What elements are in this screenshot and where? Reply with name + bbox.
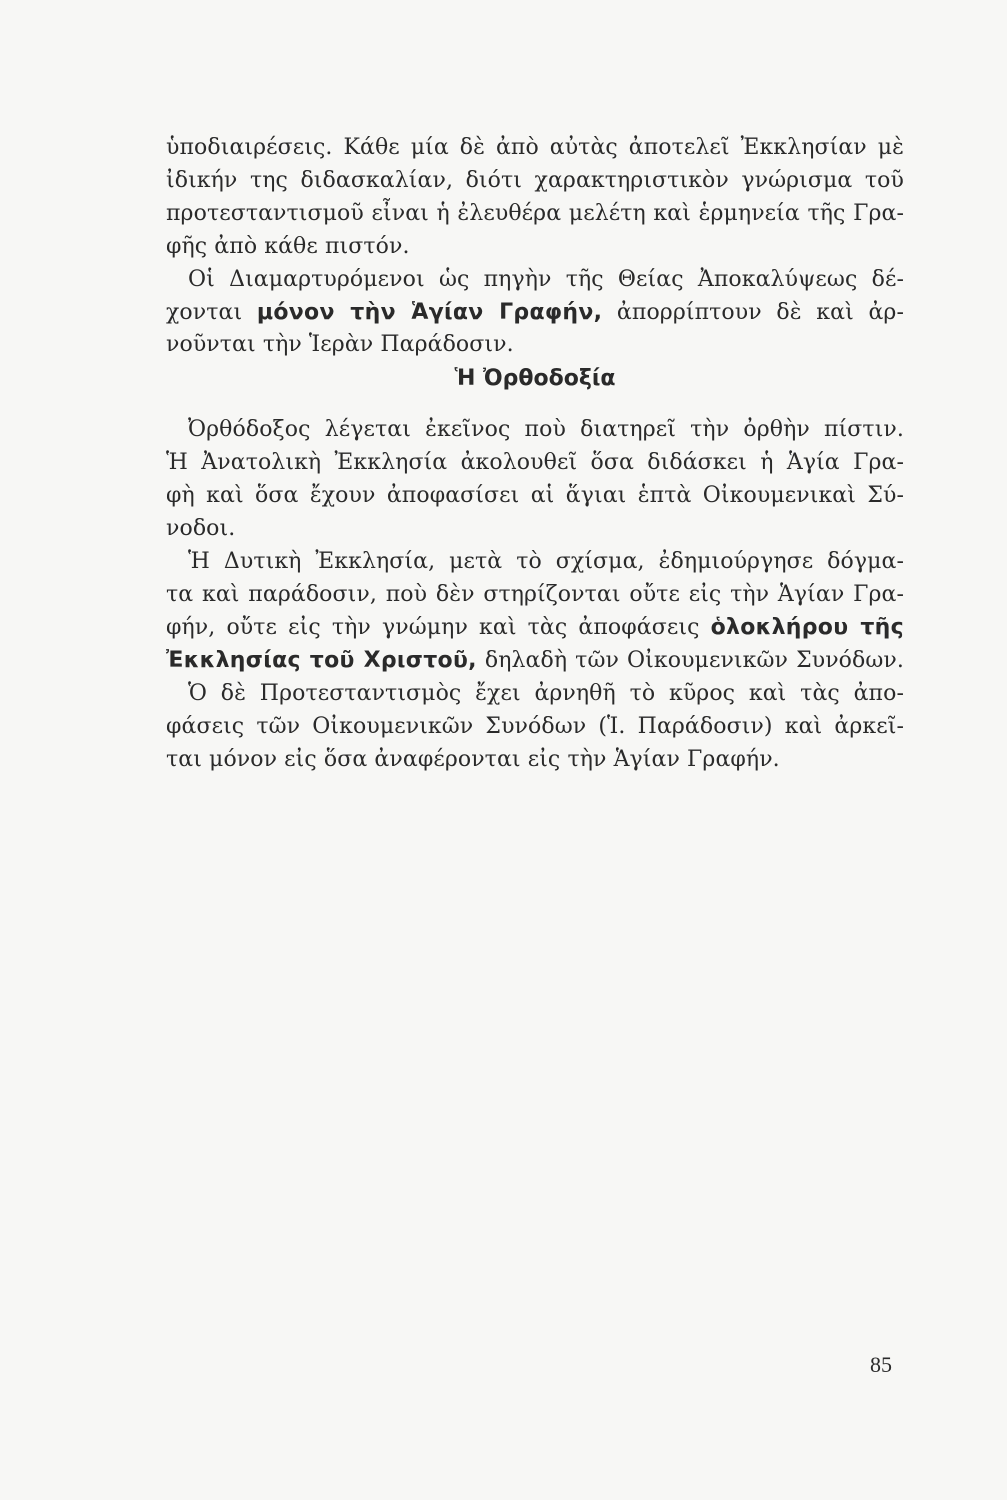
text-line: Ἡ Ἀνατολικὴ Ἐκκλησία ἀκολουθεῖ ὅσα διδάσκει ἡ Ἁγία Γρα- — [166, 450, 904, 475]
text-run: χονται — [166, 300, 257, 325]
text-line: Ὁ δὲ Προτεσταντισμὸς ἔχει ἀρνηθῆ τὸ κῦρος καὶ τὰς ἀπο- — [188, 681, 904, 706]
text-line: Ὀρθόδοξος λέγεται ἐκεῖνος ποὺ διατηρεῖ τὴν ὀρθὴν πίστιν. — [188, 417, 904, 442]
text-line: ὑποδιαιρέσεις. Κάθε μία δὲ ἀπὸ αὐτὰς ἀποτελεῖ Ἐκκλησίαν μὲ — [166, 135, 904, 160]
text-line: Ἡ Δυτικὴ Ἐκκλησία, μετὰ τὸ σχίσμα, ἐδημιούργησε δόγμα- — [188, 549, 904, 574]
text-line — [166, 613, 904, 643]
bold-emphasis: Ἐκκλησίας τοῦ Χριστοῦ, — [166, 648, 477, 673]
text-line: τα καὶ παράδοσιν, ποὺ δὲν στηρίζονται οὔτε εἰς τὴν Ἁγίαν Γρα- — [166, 582, 904, 607]
text-run: φήν, οὔτε εἰς τὴν γνώμην καὶ τὰς ἀποφάσεις — [166, 615, 711, 640]
text-line — [166, 298, 904, 328]
text-line: νοδοι. — [166, 516, 236, 541]
text-line: νοῦνται τὴν Ἱερὰν Παράδοσιν. — [166, 332, 514, 357]
text-line: φὴ καὶ ὅσα ἔχουν ἀποφασίσει αἱ ἅγιαι ἑπτὰ Οἰκουμενικαὶ Σύ- — [166, 483, 904, 508]
text-line: Οἱ Διαμαρτυρόμενοι ὡς πηγὴν τῆς Θείας Ἀποκαλύψεως δέ- — [188, 267, 904, 292]
text-line: ἰδικήν της διδασκαλίαν, διότι χαρακτηριστικὸν γνώρισμα τοῦ — [166, 168, 904, 193]
section-heading: Ἡ Ὀρθοδοξία — [454, 366, 616, 391]
text-line: ται μόνον εἰς ὅσα ἀναφέρονται εἰς τὴν Ἁγίαν Γραφήν. — [166, 747, 780, 772]
text-line: φάσεις τῶν Οἰκουμενικῶν Συνόδων (Ἱ. Παράδοσιν) καὶ ἀρκεῖ- — [166, 714, 904, 739]
text-run: ἀπορρίπτουν δὲ καὶ ἀρ- — [602, 300, 904, 325]
text-line: φῆς ἀπὸ κάθε πιστόν. — [166, 234, 410, 259]
page-number: 85 — [870, 1352, 892, 1377]
text-run: δηλαδὴ τῶν Οἰκουμενικῶν Συνόδων. — [476, 648, 904, 673]
bold-emphasis: μόνον τὴν Ἁγίαν Γραφήν, — [256, 300, 603, 325]
text-line — [166, 646, 904, 676]
bold-emphasis: ὁλοκλήρου τῆς — [710, 615, 904, 640]
text-line: προτεσταντισμοῦ εἶναι ἡ ἐλευθέρα μελέτη καὶ ἑρμηνεία τῆς Γρα- — [166, 201, 904, 226]
